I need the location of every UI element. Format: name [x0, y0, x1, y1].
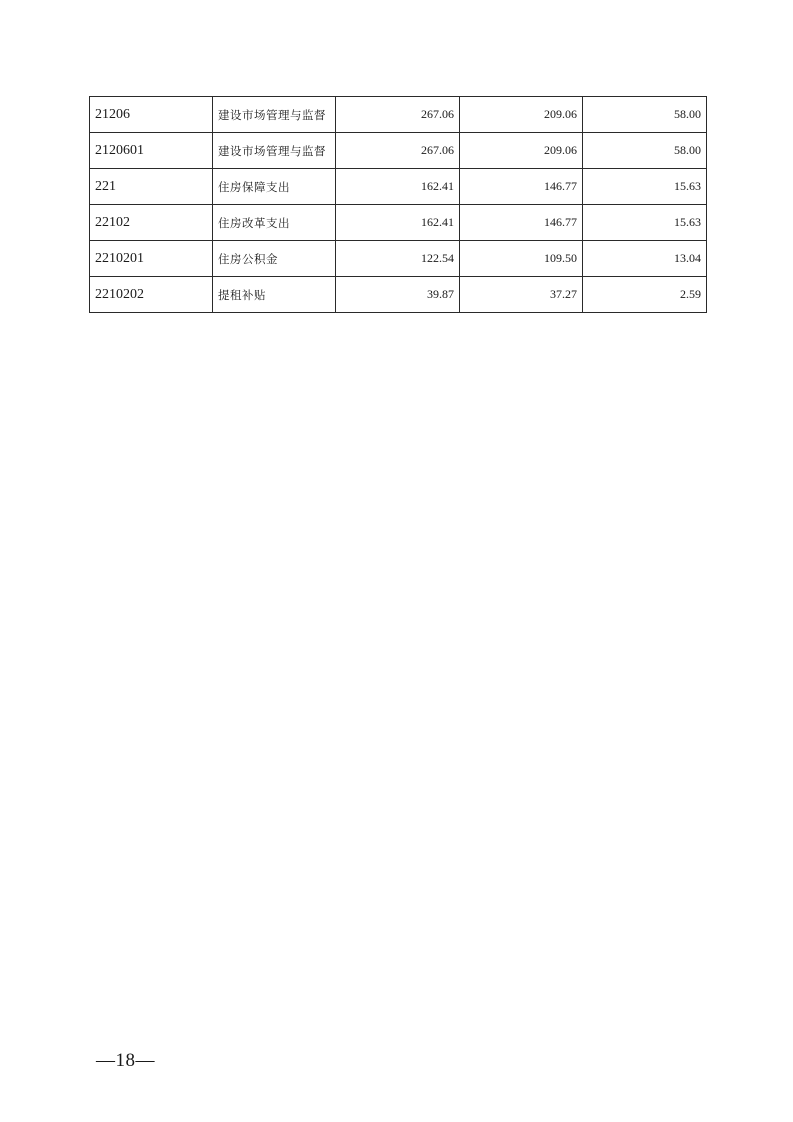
basic-expenditure-cell: 146.77 — [460, 205, 583, 241]
basic-expenditure-cell: 209.06 — [460, 97, 583, 133]
subject-name-cell: 提租补贴 — [213, 277, 336, 313]
table-row — [90, 97, 707, 133]
subject-code-cell: 22102 — [90, 205, 213, 241]
total-cell: 162.41 — [336, 205, 460, 241]
expenditure-table — [89, 96, 707, 313]
subject-name-cell: 建设市场管理与监督 — [213, 133, 336, 169]
basic-expenditure-cell: 146.77 — [460, 169, 583, 205]
total-cell: 39.87 — [336, 277, 460, 313]
project-expenditure-cell: 15.63 — [583, 169, 707, 205]
table-row — [90, 205, 707, 241]
subject-code-cell: 2210201 — [90, 241, 213, 277]
subject-code-cell: 2210202 — [90, 277, 213, 313]
project-expenditure-cell: 13.04 — [583, 241, 707, 277]
total-cell: 162.41 — [336, 169, 460, 205]
basic-expenditure-cell: 37.27 — [460, 277, 583, 313]
total-cell: 267.06 — [336, 97, 460, 133]
table-row — [90, 133, 707, 169]
project-expenditure-cell: 15.63 — [583, 205, 707, 241]
total-cell: 267.06 — [336, 133, 460, 169]
project-expenditure-cell: 2.59 — [583, 277, 707, 313]
table-row — [90, 169, 707, 205]
subject-code-cell: 2120601 — [90, 133, 213, 169]
table-row — [90, 241, 707, 277]
basic-expenditure-cell: 109.50 — [460, 241, 583, 277]
subject-code-cell: 21206 — [90, 97, 213, 133]
project-expenditure-cell: 58.00 — [583, 97, 707, 133]
subject-name-cell: 住房改革支出 — [213, 205, 336, 241]
table-row — [90, 277, 707, 313]
basic-expenditure-cell: 209.06 — [460, 133, 583, 169]
page-number: —18— — [96, 1050, 155, 1071]
subject-name-cell: 建设市场管理与监督 — [213, 97, 336, 133]
subject-code-cell: 221 — [90, 169, 213, 205]
total-cell: 122.54 — [336, 241, 460, 277]
table-body — [90, 97, 707, 313]
project-expenditure-cell: 58.00 — [583, 133, 707, 169]
subject-name-cell: 住房保障支出 — [213, 169, 336, 205]
subject-name-cell: 住房公积金 — [213, 241, 336, 277]
